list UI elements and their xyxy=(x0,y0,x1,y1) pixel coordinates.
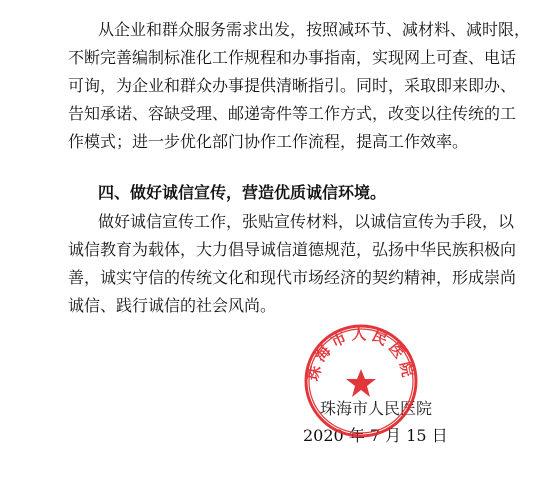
section-heading: 四、做好诚信宣传，营造优质诚信环境。 xyxy=(98,183,387,202)
official-seal-stamp xyxy=(301,321,421,441)
paragraph-1-line-2: 不断完善编制标准化工作规程和办事指南，实现网上可查、电话 xyxy=(68,48,517,67)
paragraph-2-line-4: 诚信、践行诚信的社会风尚。 xyxy=(68,296,277,315)
paragraph-1-line-5: 作模式；进一步优化部门协作工作流程，提高工作效率。 xyxy=(68,132,469,151)
paragraph-1-line-3: 可询，为企业和群众办事提供清晰指引。同时，采取即来即办、 xyxy=(68,76,517,95)
document-date: 2020 年 7 月 15 日 xyxy=(303,426,448,445)
paragraph-1-line-4: 告知承诺、容缺受理、邮递寄件等工作方式，改变以往传统的工 xyxy=(68,104,517,123)
paragraph-2-line-2: 诚信教育为载体，大力倡导诚信道德规范，弘扬中华民族积极向 xyxy=(68,240,517,259)
paragraph-2-line-1: 做好诚信宣传工作，张贴宣传材料，以诚信宣传为手段，以 xyxy=(98,212,515,231)
svg-text:珠海市人民医院: 珠海市人民医院 xyxy=(304,325,418,383)
paragraph-1-line-1: 从企业和群众服务需求出发，按照减环节、减材料、减时限， xyxy=(98,20,531,39)
paragraph-2-line-3: 善，诚实守信的传统文化和现代市场经济的契约精神，形成崇尚 xyxy=(68,268,517,287)
signature-organization: 珠海市人民医院 xyxy=(320,399,433,418)
